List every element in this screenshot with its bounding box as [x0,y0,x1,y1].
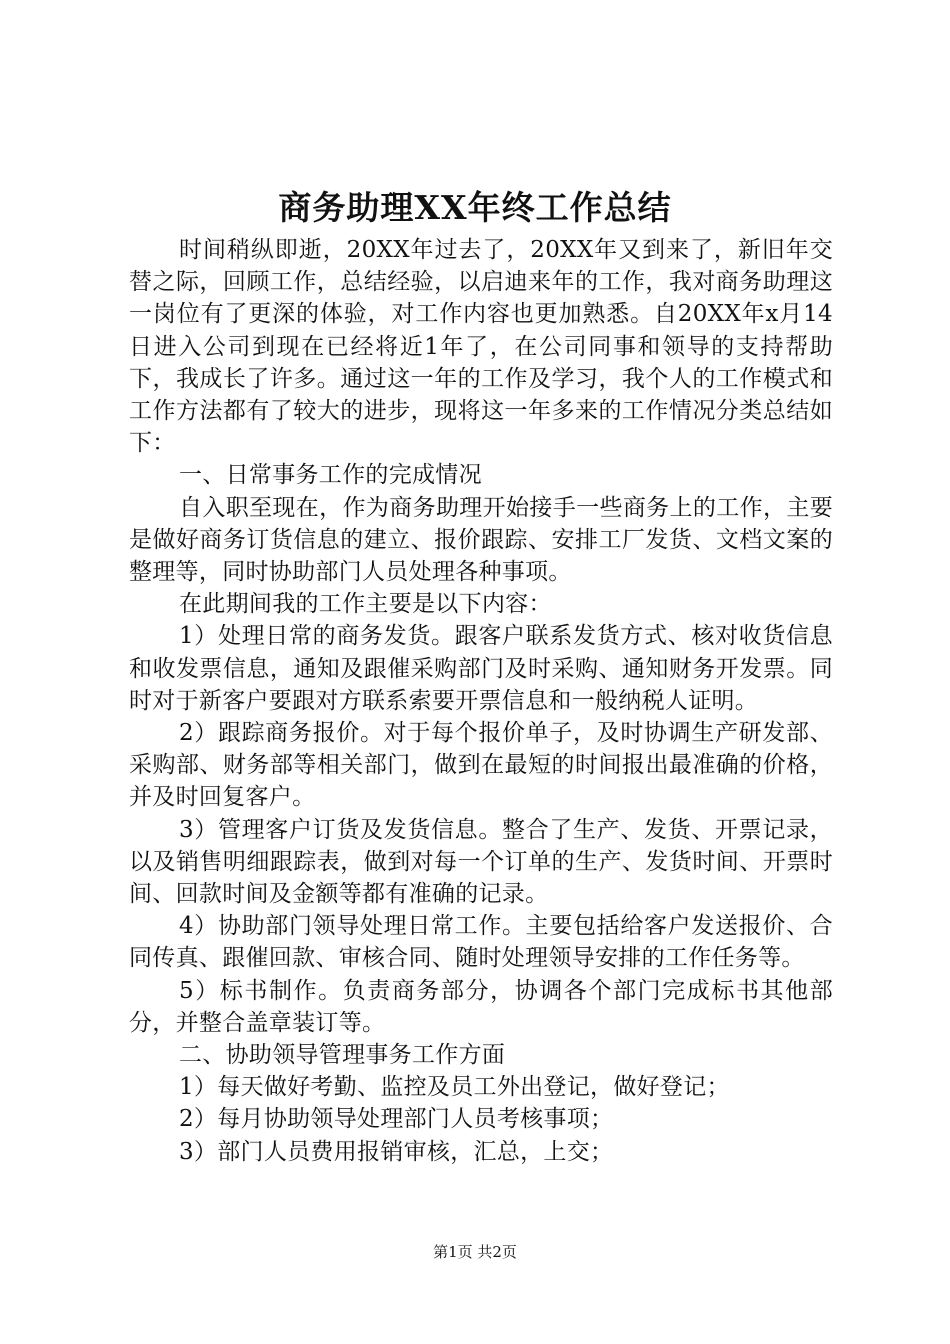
page-footer [0,1242,950,1262]
list-item: 2）每月协助领导处理部门人员考核事项； [179,1106,614,1133]
section-heading-2: 二、协助领导管理事务工作方面 [179,1042,506,1069]
document-body [129,234,833,1168]
document-title: 商务助理XX年终工作总结 [278,188,672,227]
list-item: 1）处理日常的商务发货。跟客户联系发货方式、核对收货信息和收发票信息，通知及跟催采购部门及时采购、通知财务开发票。同时对于新客户要跟对方联系索要开票信息和一般纳税人证明。 [129,623,833,714]
paragraph: 自入职至现在，作为商务助理开始接手一些商务上的工作，主要是做好商务订货信息的建立、报价跟踪、安排工厂发货、文档文案的整理等，同时协助部门人员处理各种事项。 [129,494,833,586]
list-item: 5）标书制作。负责商务部分，协调各个部门完成标书其他部分，并整合盖章装订等。 [129,977,833,1036]
list-item: 3）管理客户订货及发货信息。整合了生产、发货、开票记录，以及销售明细跟踪表，做到对每一个订单的生产、发货时间、开票时间、回款时间及金额等都有准确的记录。 [129,816,833,908]
paragraph: 在此期间我的工作主要是以下内容： [179,591,552,618]
page-number: 第1页 共2页 [433,1243,517,1261]
list-item: 2）跟踪商务报价。对于每个报价单子，及时协调生产研发部、采购部、财务部等相关部门，做到在最短的时间报出最准确的价格，并及时回复客户。 [129,720,833,811]
paragraph-intro: 时间稍纵即逝，20XX年过去了，20XX年又到来了，新旧年交替之际，回顾工作，总结经验，以启迪来年的工作，我对商务助理这一岗位有了更深的体验，对工作内容也更加熟悉。自20XX年x月14日进入公司到现在已经将近1年了，在公司同事和领导的支持帮助下，我成长了许多。通过这一年的工作及学习，我个人的工作模式和工作方法都有了较大的进步，现将这一年多来的工作情况分类总结如下： [129,237,833,457]
section-heading-1: 一、日常事务工作的完成情况 [179,462,482,489]
list-item: 1）每天做好考勤、监控及员工外出登记，做好登记； [179,1074,730,1101]
list-item: 3）部门人员费用报销审核，汇总，上交； [179,1138,614,1165]
list-item: 4）协助部门领导处理日常工作。主要包括给客户发送报价、合同传真、跟催回款、审核合同、随时处理领导安排的工作任务等。 [129,913,833,972]
